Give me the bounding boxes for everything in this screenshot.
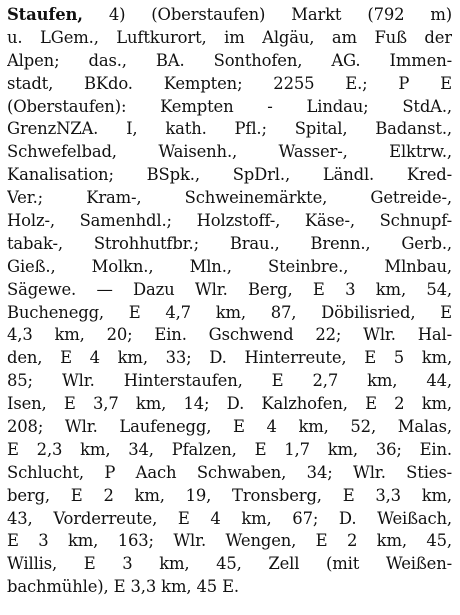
entry-line: 43, Vorderreute, E 4 km, 67; D. Weißach, xyxy=(7,508,452,528)
entry-line: berg, E 2 km, 19, Tronsberg, E 3,3 km, xyxy=(7,485,452,505)
entry-line: Kanalisation; BSpk., SpDrl., Ländl. Kred- xyxy=(7,165,452,185)
entry-line: stadt, BKdo. Kempten; 2255 E.; P E xyxy=(7,73,452,93)
entry-line: 85; Wlr. Hinterstaufen, E 2,7 km, 44, xyxy=(7,371,452,391)
entry-line: 208; Wlr. Laufenegg, E 4 km, 52, Malas, xyxy=(7,417,452,437)
entry-line: Holz-, Samenhdl.; Holzstoff-, Käse-, Schnupf- xyxy=(7,211,452,231)
entry-line: GrenzNZA. I, kath. Pfl.; Spital, Badanst., xyxy=(7,119,452,139)
entry-line: bachmühle), E 3,3 km, 45 E. xyxy=(7,577,239,597)
entry-line: u. LGem., Luftkurort, im Algäu, am Fuß der xyxy=(7,27,452,47)
entry-line: E 3 km, 163; Wlr. Wengen, E 2 km, 45, xyxy=(7,531,452,551)
entry-line: Schwefelbad, Waisenh., Wasser-, Elktrw., xyxy=(7,142,452,162)
entry-line: Schlucht, P Aach Schwaben, 34; Wlr. Sties- xyxy=(7,462,452,482)
entry-line: Sägewe. — Dazu Wlr. Berg, E 3 km, 54, xyxy=(7,279,452,299)
entry-line: Ver.; Kram-, Schweinemärkte, Getreide-, xyxy=(7,188,452,208)
entry-line: Buchenegg, E 4,7 km, 87, Döbilisried, E xyxy=(7,302,452,322)
entry-line: Alpen; das., BA. Sonthofen, AG. Immen- xyxy=(7,50,452,70)
entry-first-line xyxy=(7,4,452,27)
entry-line: Isen, E 3,7 km, 14; D. Kalzhofen, E 2 km, xyxy=(7,394,452,414)
entry-line: (Oberstaufen): Kempten - Lindau; StdA., xyxy=(7,96,452,116)
entry-line: tabak-, Strohhutfbr.; Brau., Brenn., Gerb., xyxy=(7,233,452,253)
entry-line: E 2,3 km, 34, Pfalzen, E 1,7 km, 36; Ein. xyxy=(7,439,452,459)
entry-line: 4,3 km, 20; Ein. Gschwend 22; Wlr. Hal- xyxy=(7,325,452,345)
entry-line: den, E 4 km, 33; D. Hinterreute, E 5 km, xyxy=(7,348,452,368)
entry-first-line-text: 4) (Oberstaufen) Markt (792 m) xyxy=(82,5,452,24)
entry-line: Gieß., Molkn., Mln., Steinbre., Mlnbau, xyxy=(7,256,452,276)
entry-line: Willis, E 3 km, 45, Zell (mit Weißen- xyxy=(7,554,452,574)
entry-headword: Staufen, xyxy=(7,5,83,24)
